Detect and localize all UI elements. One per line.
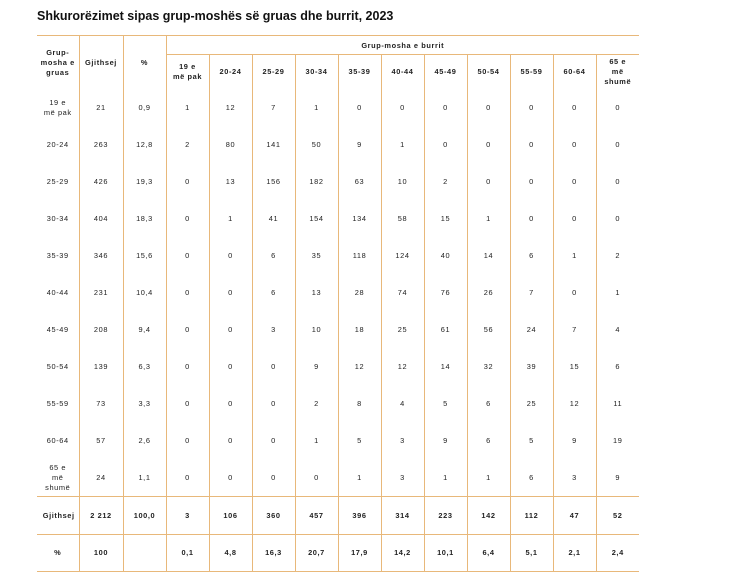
- cell-value: 3: [381, 422, 424, 459]
- cell-value: 9: [338, 126, 381, 163]
- cell-value: 6: [510, 237, 553, 274]
- header-col: 45-49: [424, 55, 467, 90]
- cell-value: 3: [166, 497, 209, 535]
- cell-value: 1: [424, 459, 467, 497]
- total-row: [37, 497, 639, 535]
- cell-value: 52: [596, 497, 639, 535]
- cell-value: 0: [553, 200, 596, 237]
- cell-value: 6: [252, 237, 295, 274]
- row-pct: 3,3: [123, 385, 166, 422]
- cell-value: 50: [295, 126, 338, 163]
- cell-value: 0: [510, 126, 553, 163]
- header-row-label: Grup-mosha e gruas: [37, 36, 79, 90]
- cell-value: 12: [209, 89, 252, 126]
- cell-value: 1: [615, 287, 621, 297]
- cell-value: 0: [166, 348, 209, 385]
- row-label: Gjithsej: [37, 497, 79, 535]
- cell-value: 5,1: [510, 535, 553, 572]
- cell-value: 1: [381, 126, 424, 163]
- cell-value: 15: [553, 348, 596, 385]
- cell-value: 118: [338, 237, 381, 274]
- row-label: 65 e më shumë: [37, 459, 79, 497]
- cell-value: 10,1: [424, 535, 467, 572]
- row-total: 24: [79, 459, 123, 497]
- cell-value: 7: [510, 274, 553, 311]
- cell-value: 0: [166, 311, 209, 348]
- cell-value: 0: [553, 89, 596, 126]
- cell-value: 124: [381, 237, 424, 274]
- cell-value: 24: [510, 311, 553, 348]
- table-row: [37, 274, 639, 311]
- cell-value: 5: [338, 422, 381, 459]
- row-total: 139: [79, 348, 123, 385]
- cell-value: 0: [510, 200, 553, 237]
- row-label: 25-29: [37, 163, 79, 200]
- cell-value: 11: [613, 398, 623, 408]
- cell-value: 0,1: [166, 535, 209, 572]
- header-col: 50-54: [467, 55, 510, 90]
- row-total: 231: [79, 274, 123, 311]
- cell-value: 5: [424, 385, 467, 422]
- cell-value: 39: [510, 348, 553, 385]
- cell-value: 396: [338, 497, 381, 535]
- cell-value: 0: [615, 102, 621, 112]
- header-col: 55-59: [510, 55, 553, 90]
- cell-value: 9: [424, 422, 467, 459]
- cell-value: 134: [338, 200, 381, 237]
- cell-value: 17,9: [338, 535, 381, 572]
- divorce-age-table: [37, 35, 639, 572]
- row-total: 426: [79, 163, 123, 200]
- cell-value: 12: [553, 385, 596, 422]
- cell-value: 15: [424, 200, 467, 237]
- table-row: [37, 385, 639, 422]
- row-pct: 19,3: [123, 163, 166, 200]
- cell-value: 1: [295, 422, 338, 459]
- cell-value: 56: [467, 311, 510, 348]
- row-label: 40-44: [37, 274, 79, 311]
- cell-value: 0: [209, 237, 252, 274]
- cell-value: 0: [252, 348, 295, 385]
- table-row: [37, 126, 639, 163]
- cell-value: 0: [615, 176, 621, 186]
- cell-value: 14,2: [381, 535, 424, 572]
- cell-value: 0: [166, 237, 209, 274]
- cell-value: 9: [596, 459, 639, 497]
- header-col: 35-39: [338, 55, 381, 90]
- cell-value: 154: [295, 200, 338, 237]
- cell-value: 142: [467, 497, 510, 535]
- cell-value: 1: [467, 200, 510, 237]
- cell-value: 1: [553, 237, 596, 274]
- table-row: [37, 237, 639, 274]
- cell-value: 0: [467, 163, 510, 200]
- cell-value: 0: [615, 139, 621, 149]
- cell-value: 10: [295, 311, 338, 348]
- cell-value: 0: [510, 163, 553, 200]
- cell-value: 61: [424, 311, 467, 348]
- row-pct: 0,9: [123, 89, 166, 126]
- row-total: 21: [79, 89, 123, 126]
- cell-value: 1: [338, 459, 381, 497]
- cell-value: 58: [381, 200, 424, 237]
- header-col: 40-44: [381, 55, 424, 90]
- cell-value: 0: [209, 274, 252, 311]
- cell-value: 112: [510, 497, 553, 535]
- cell-value: 0: [295, 459, 338, 497]
- cell-value: 0: [166, 274, 209, 311]
- cell-value: 2: [295, 385, 338, 422]
- cell-value: 6: [252, 274, 295, 311]
- row-label: 19 e më pak: [37, 89, 79, 126]
- cell-value: 0: [424, 126, 467, 163]
- table-row: [37, 348, 639, 385]
- row-total: 208: [79, 311, 123, 348]
- cell-value: 20,7: [295, 535, 338, 572]
- cell-value: 35: [295, 237, 338, 274]
- row-pct: 18,3: [123, 200, 166, 237]
- cell-value: 0: [209, 459, 252, 497]
- cell-value: 0: [510, 89, 553, 126]
- cell-value: 2,1: [553, 535, 596, 572]
- cell-value: 14: [467, 237, 510, 274]
- cell-value: 16,3: [252, 535, 295, 572]
- cell-value: 0: [166, 200, 209, 237]
- percent-row: [37, 535, 639, 572]
- cell-value: 6,4: [467, 535, 510, 572]
- row-label: 50-54: [37, 348, 79, 385]
- cell-value: 0: [166, 163, 209, 200]
- cell-value: 156: [252, 163, 295, 200]
- cell-value: 0: [252, 459, 295, 497]
- cell-value: 0: [615, 213, 621, 223]
- cell-value: 25: [510, 385, 553, 422]
- cell-value: 2: [615, 250, 621, 260]
- cell-value: 12: [381, 348, 424, 385]
- cell-value: 0: [553, 274, 596, 311]
- header-col: 20-24: [209, 55, 252, 90]
- row-label: 55-59: [37, 385, 79, 422]
- cell-value: 3: [252, 311, 295, 348]
- table-row: [37, 459, 639, 497]
- cell-value: 0: [209, 422, 252, 459]
- cell-value: 76: [424, 274, 467, 311]
- row-label: 35-39: [37, 237, 79, 274]
- row-label: 60-64: [37, 422, 79, 459]
- header-total: Gjithsej: [79, 36, 123, 90]
- cell-value: 0: [209, 348, 252, 385]
- cell-value: 0: [252, 422, 295, 459]
- cell-value: 0: [553, 163, 596, 200]
- row-label: 45-49: [37, 311, 79, 348]
- cell-value: 0: [553, 126, 596, 163]
- cell-value: 7: [252, 89, 295, 126]
- cell-value: 360: [252, 497, 295, 535]
- header-pct: %: [123, 36, 166, 90]
- table-row: [37, 311, 639, 348]
- cell-value: 2,4: [596, 535, 639, 572]
- cell-value: 9: [295, 348, 338, 385]
- cell-value: 4: [381, 385, 424, 422]
- row-pct: 1,1: [123, 459, 166, 497]
- cell-value: 80: [209, 126, 252, 163]
- cell-value: 0: [381, 89, 424, 126]
- cell-value: 14: [424, 348, 467, 385]
- row-pct: [123, 535, 166, 572]
- table-row: [37, 422, 639, 459]
- cell-value: 0: [209, 385, 252, 422]
- cell-value: 7: [553, 311, 596, 348]
- cell-value: 2: [166, 126, 209, 163]
- cell-value: 26: [467, 274, 510, 311]
- row-pct: 15,6: [123, 237, 166, 274]
- cell-value: 457: [295, 497, 338, 535]
- header-group: Grup-mosha e burrit: [166, 36, 639, 55]
- table-row: [37, 200, 639, 237]
- cell-value: 1: [209, 200, 252, 237]
- row-label: %: [37, 535, 79, 572]
- table-row: [37, 89, 639, 126]
- cell-value: 0: [166, 422, 209, 459]
- cell-value: 28: [338, 274, 381, 311]
- row-total: 57: [79, 422, 123, 459]
- row-label: 30-34: [37, 200, 79, 237]
- cell-value: 4: [615, 324, 621, 334]
- cell-value: 0: [252, 385, 295, 422]
- cell-value: 13: [209, 163, 252, 200]
- cell-value: 0: [209, 311, 252, 348]
- row-pct: 9,4: [123, 311, 166, 348]
- cell-value: 0: [467, 126, 510, 163]
- row-pct: 2,6: [123, 422, 166, 459]
- table-row: [37, 163, 639, 200]
- cell-value: 182: [295, 163, 338, 200]
- cell-value: 9: [553, 422, 596, 459]
- cell-value: 63: [338, 163, 381, 200]
- cell-value: 106: [209, 497, 252, 535]
- table-title: Shkurorëzimet sipas grup-moshës së gruas dhe burrit, 2023: [37, 9, 394, 23]
- row-pct: 12,8: [123, 126, 166, 163]
- cell-value: 0: [467, 89, 510, 126]
- cell-value: 13: [295, 274, 338, 311]
- cell-value: 3: [553, 459, 596, 497]
- cell-value: 5: [510, 422, 553, 459]
- row-pct: 6,3: [123, 348, 166, 385]
- cell-value: 8: [338, 385, 381, 422]
- row-total: 100: [79, 535, 123, 572]
- header-col: 25-29: [252, 55, 295, 90]
- cell-value: 0: [424, 89, 467, 126]
- header-col: 60-64: [553, 55, 596, 90]
- cell-value: 12: [338, 348, 381, 385]
- cell-value: 41: [252, 200, 295, 237]
- cell-value: 141: [252, 126, 295, 163]
- cell-value: 74: [381, 274, 424, 311]
- cell-value: 223: [424, 497, 467, 535]
- cell-value: 1: [467, 459, 510, 497]
- cell-value: 6: [510, 459, 553, 497]
- cell-value: 0: [166, 385, 209, 422]
- row-total: 73: [79, 385, 123, 422]
- cell-value: 40: [424, 237, 467, 274]
- header-col: 65 e më shumë: [596, 55, 639, 90]
- row-pct: 100,0: [123, 497, 166, 535]
- cell-value: 314: [381, 497, 424, 535]
- row-total: 263: [79, 126, 123, 163]
- cell-value: 47: [553, 497, 596, 535]
- cell-value: 6: [467, 422, 510, 459]
- cell-value: 6: [467, 385, 510, 422]
- cell-value: 0: [166, 459, 209, 497]
- cell-value: 25: [381, 311, 424, 348]
- cell-value: 10: [381, 163, 424, 200]
- header-col: 30-34: [295, 55, 338, 90]
- cell-value: 1: [166, 89, 209, 126]
- cell-value: 3: [381, 459, 424, 497]
- cell-value: 1: [295, 89, 338, 126]
- cell-value: 0: [338, 89, 381, 126]
- row-total: 346: [79, 237, 123, 274]
- cell-value: 32: [467, 348, 510, 385]
- row-label: 20-24: [37, 126, 79, 163]
- cell-value: 18: [338, 311, 381, 348]
- row-total: 404: [79, 200, 123, 237]
- row-total: 2 212: [79, 497, 123, 535]
- header-col: 19 e më pak: [166, 55, 209, 90]
- cell-value: 6: [615, 361, 621, 371]
- cell-value: 4,8: [209, 535, 252, 572]
- row-pct: 10,4: [123, 274, 166, 311]
- cell-value: 2: [424, 163, 467, 200]
- cell-value: 19: [613, 435, 623, 445]
